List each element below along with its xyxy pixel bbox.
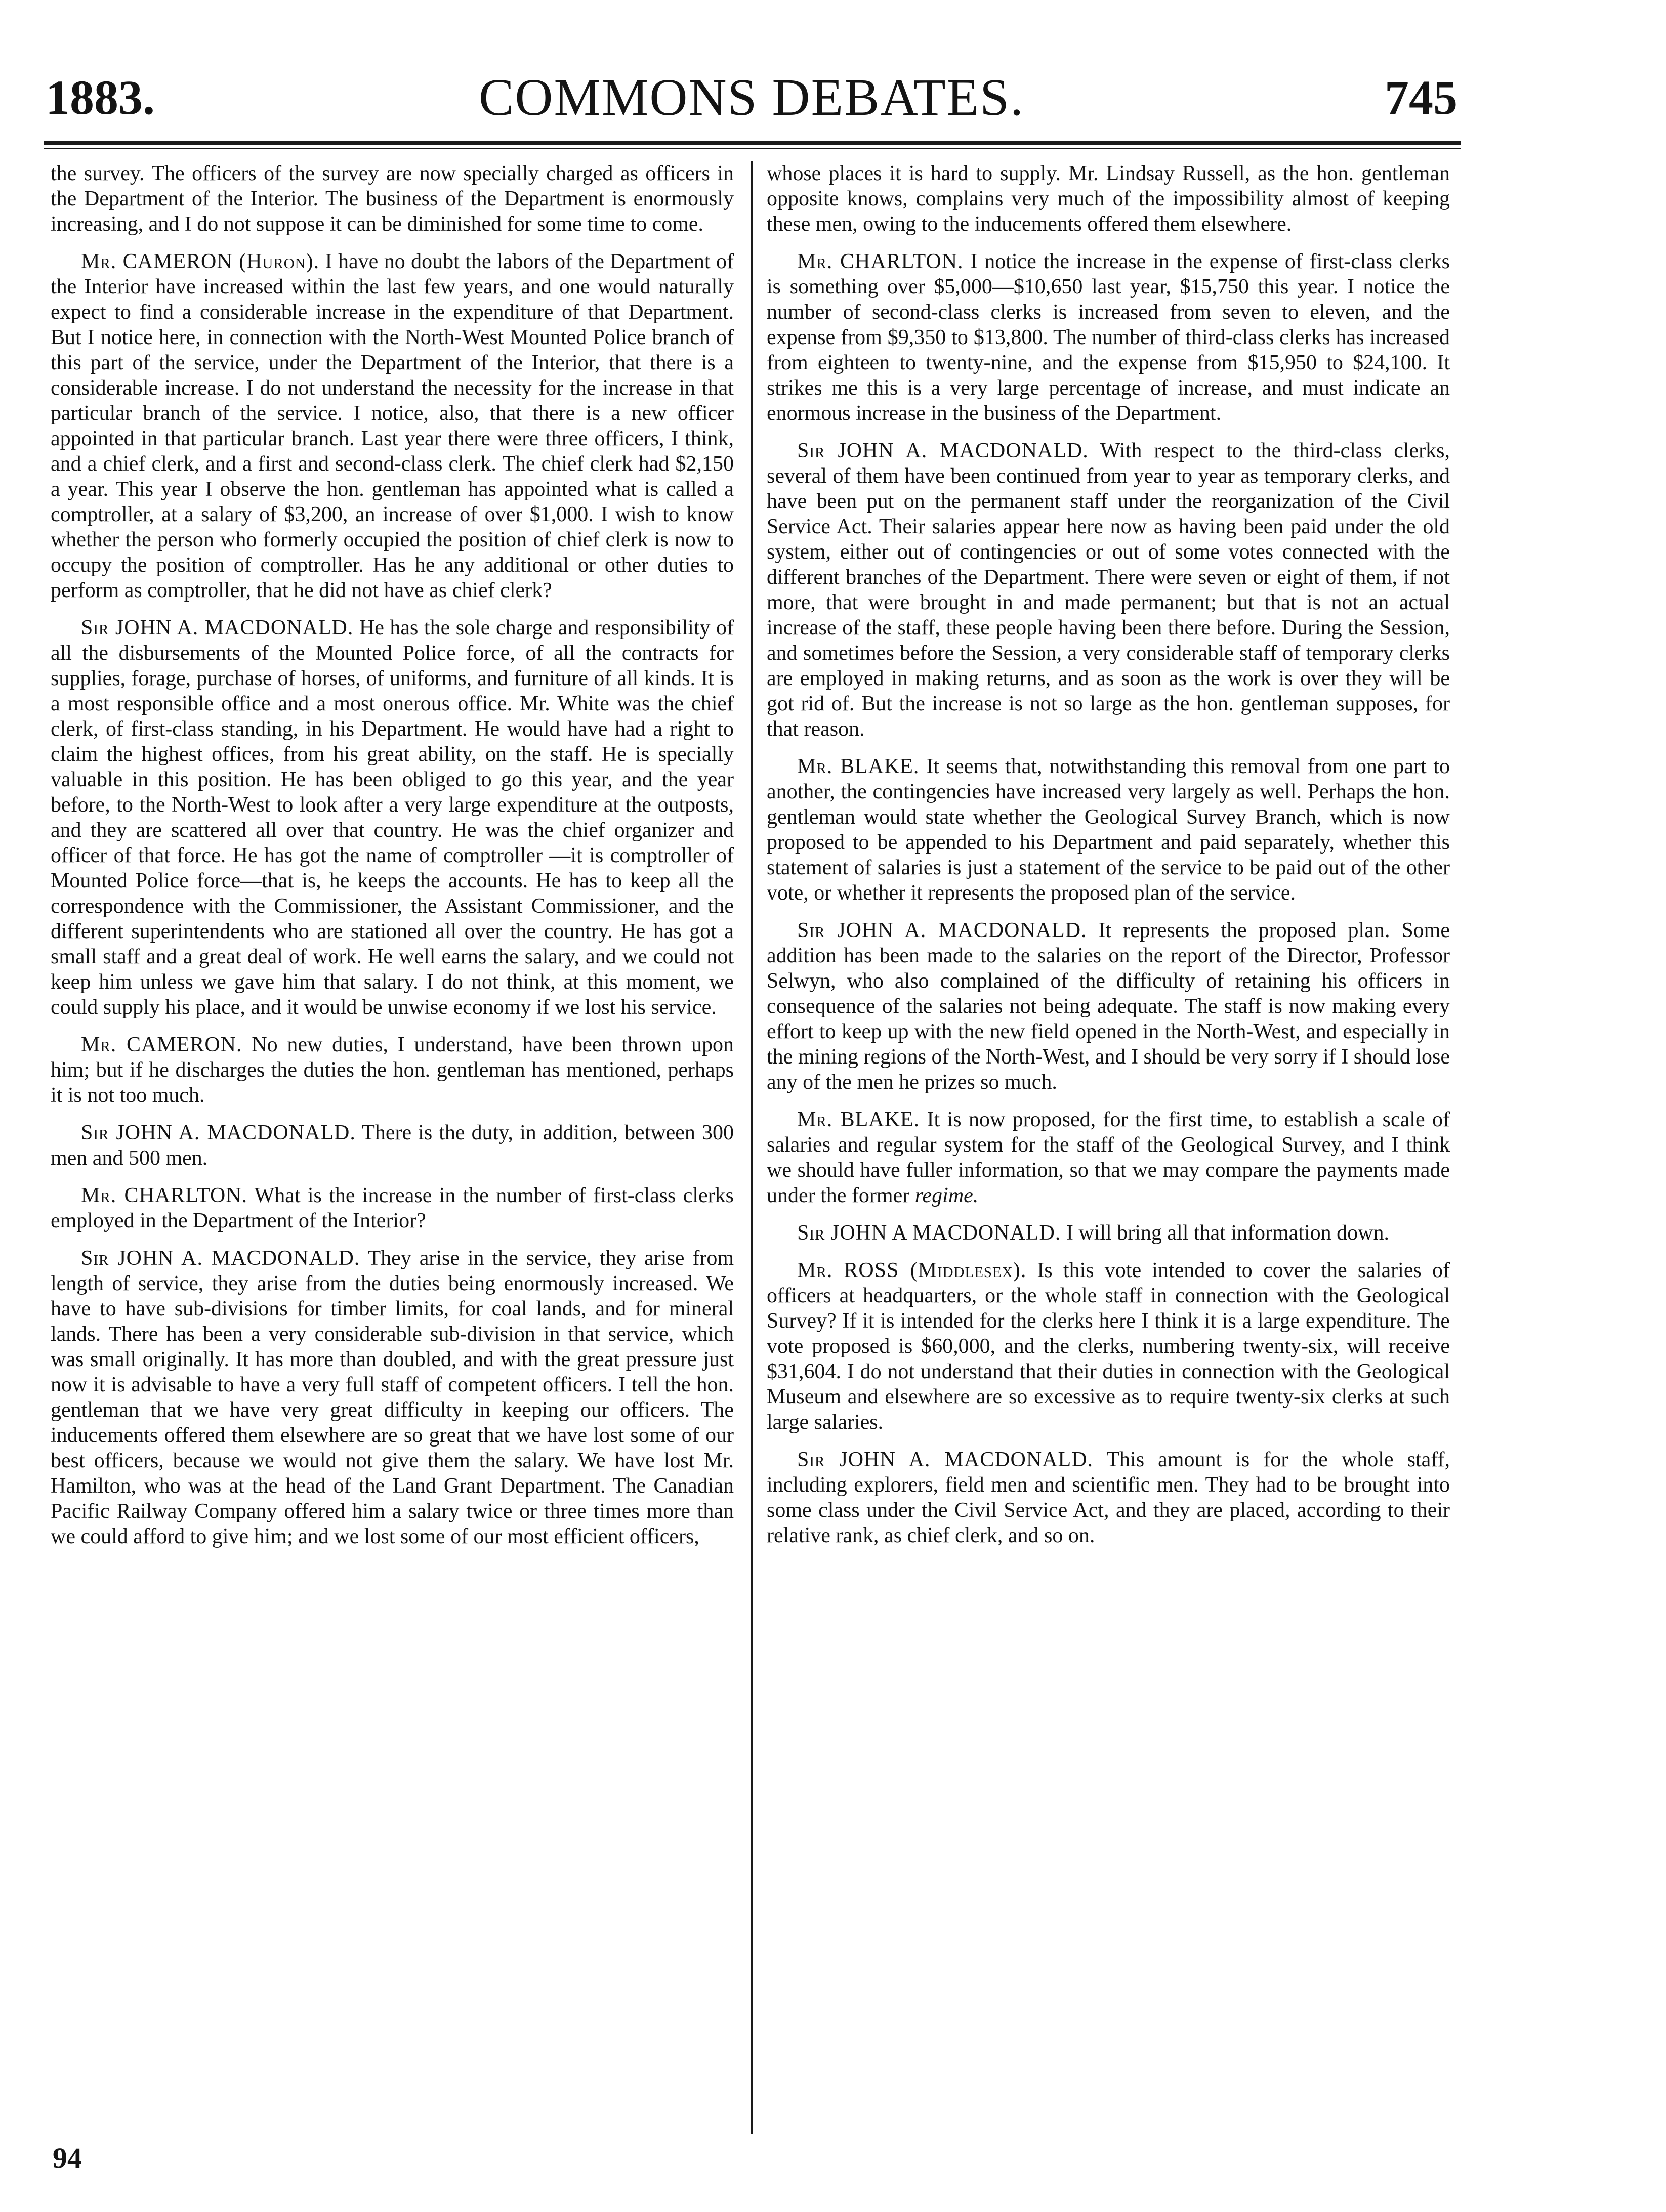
paragraph (767, 161, 1450, 237)
italic-term: regime. (914, 1184, 979, 1207)
paragraph (767, 438, 1450, 742)
speaker-name: Sir JOHN A. MACDONALD. (81, 616, 354, 640)
paragraph (51, 615, 734, 1020)
paragraph (767, 1220, 1450, 1246)
paragraph-text: It is now proposed, for the first time, to establish a scale of salaries and regular system for the staff of the Geological Survey, and I think we should have fuller information, so that we may compare the payments made under the former (767, 1108, 1450, 1207)
paragraph (51, 1246, 734, 1549)
paragraph-text: I have no doubt the labors of the Department of the Interior have increased within the last few years, and one would naturally expect to find a considerable increase in the expenditure of that Department. But I notice here, in connection with the North-West Mounted Police branch of this part of the service, under the Department of the Interior, that there is a considerable increase. I do not understand the necessity for the increase in that particular branch of the service. I notice, also, that there is a new officer appointed in that particular branch. Last year there were three officers, I think, and a chief clerk, and a first and second-class clerk. The chief clerk had $2,150 a year. This year I observe the hon. gentleman has appointed what is called a comptroller, at a salary of $3,200, an increase of over $1,000. I wish to know whether the person who formerly occupied the position of chief clerk is now to occupy the position of comptroller. Has he any additional or other duties to perform as comptroller, that he did not have as chief clerk? (51, 250, 734, 602)
paragraph (51, 161, 734, 237)
speaker-name: Sir JOHN A MACDONALD. (797, 1221, 1061, 1245)
paragraph (767, 1107, 1450, 1208)
paragraph (767, 754, 1450, 906)
paragraph (51, 1120, 734, 1171)
page-header (46, 60, 1457, 136)
paragraph-text: It represents the proposed plan. Some addition has been made to the salaries on the report of the Director, Professor Selwyn, who also complained of the difficulty of retaining his officers in consequence of the salaries not being adequate. The staff is now making every effort to keep up with the new field opened in the North-West, and especially in the mining regions of the North-West, and I should be very sorry if I should lose any of the men he prizes so much. (767, 919, 1450, 1094)
paragraph-text: This amount is for the whole staff, including explorers, field men and scientific men. They had to be brought into some class under the Civil Service Act, and they are placed, according to their relative rank, as chief clerk, and so on. (767, 1448, 1450, 1547)
paragraph-text: What is the increase in the number of first-class clerks employed in the Department of the Interior? (51, 1184, 734, 1232)
speaker-name: Mr. CAMERON (Huron). (81, 250, 320, 273)
column-divider (751, 161, 753, 2134)
speaker-name: Sir JOHN A. MACDONALD. (797, 439, 1089, 462)
speaker-name: Mr. CAMERON. (81, 1033, 242, 1056)
speaker-name: Mr. BLAKE. (797, 1108, 920, 1131)
paragraph-text: whose places it is hard to supply. Mr. Lindsay Russell, as the hon. gentleman opposite knows, complains very much of the impossibility almost of keeping these men, owing to the inducements offered them elsewhere. (767, 162, 1450, 236)
page-number: 745 (1385, 70, 1457, 124)
page-title: COMMONS DEBATES. (479, 68, 1024, 126)
paragraph (767, 918, 1450, 1095)
speaker-name: Mr. ROSS (Middlesex). (797, 1259, 1027, 1282)
left-column (51, 161, 734, 2134)
signature-mark: 94 (53, 2142, 82, 2175)
paragraph-text: With respect to the third-class clerks, several of them have been continued from year to year as temporary clerks, and have been put on the permanent staff under the reorganization of the Civil Service Act. Their salaries appear here now as having been paid under the old system, either out of contingencies or out of some votes connected with the different branches of the Department. There were seven or eight of them, if not more, that were brought in and made permanent; but that is not an actual increase of the staff, these people having been there before. During the Session, and sometimes before the Session, a very considerable staff of temporary clerks are employed in making returns, and as soon as the work is over they will be got rid of. But the increase is not so large as the hon. gentleman supposes, for that reason. (767, 439, 1450, 741)
paragraph (51, 249, 734, 603)
speaker-name: Sir JOHN A. MACDONALD. (797, 919, 1087, 942)
speaker-name: Sir JOHN A. MACDONALD. (797, 1448, 1094, 1471)
paragraph (51, 1032, 734, 1108)
paragraph-text: They arise in the service, they arise from length of service, they arise from the duties being enormously increased. We have to have sub-divisions for timber limits, for coal lands, and for mineral lands. There has been a very considerable sub-division in that service, which was small originally. It has more than doubled, and with the great pressure just now it is advisable to have a very full staff of competent officers. I tell the hon. gentleman that we have very great difficulty in keeping our officers. The inducements offered them elsewhere are so great that we have lost some of our best officers, because we would not give them the salary. We have lost Mr. Hamilton, who was at the head of the Land Grant Department. The Canadian Pacific Railway Company offered him a salary twice or three times more than we could afford to give him; and we lost some of our most efficient officers, (51, 1247, 734, 1548)
paragraph-text: Is this vote intended to cover the salaries of officers at headquarters, or the whole staff in connection with the Geological Survey? If it is intended for the clerks here I think it is a large expenditure. The vote proposed is $60,000, and the clerks, numbering twenty-six, will receive $31,604. I do not understand that their duties in connection with the Geological Museum and elsewhere are so excessive as to require twenty-six clerks at such large salaries. (767, 1259, 1450, 1434)
paragraph (767, 249, 1450, 426)
paragraph-text: I will bring all that information down. (1066, 1221, 1389, 1245)
paragraph-text: He has the sole charge and responsibility of all the disbursements of the Mounted Police force, of all the contracts for supplies, forage, purchase of horses, of uniforms, and furniture of all kinds. It is a most responsible office and a most onerous office. Mr. White was the chief clerk, of first-class standing, in his Department. He would have had a right to claim the highest offices, from his great ability, on the staff. He is specially valuable in this position. He has been obliged to go this year, and the year before, to the North-West to look after a very large expenditure at the outposts, and they are scattered all over that country. He was the chief organizer and officer of that force. He has got the name of comptroller —it is comptroller of Mounted Police force—that is, he keeps the accounts. He has to keep all the correspondence with the Commissioner, the Assistant Commissioner, and the different superintendents who are stationed all over the country. He has got a small staff and a great deal of work. He well earns the salary, and we could not keep him unless we gave him that salary. I do not think, at this moment, we could supply his place, and it would be unwise economy if we lost his service. (51, 616, 734, 1019)
right-column (767, 161, 1450, 2134)
paragraph (51, 1183, 734, 1233)
header-year: 1883. (46, 70, 155, 124)
header-rule-thick (44, 141, 1461, 145)
speaker-name: Mr. BLAKE. (797, 755, 920, 778)
paragraph-text: the survey. The officers of the survey are now specially charged as officers in the Department of the Interior. The business of the Department is enormously increasing, and I do not suppose it can be diminished for some time to come. (51, 162, 734, 236)
speaker-name: Sir JOHN A. MACDONALD. (81, 1247, 360, 1270)
speaker-name: Mr. CHARLTON. (81, 1184, 248, 1207)
speaker-name: Sir JOHN A. MACDONALD. (81, 1121, 356, 1144)
paragraph-text: There is the duty, in addition, between 300 men and 500 men. (51, 1121, 734, 1170)
speaker-name: Mr. CHARLTON. (797, 250, 964, 273)
header-rule-thin (44, 148, 1461, 149)
paragraph-text: I notice the increase in the expense of first-class clerks is something over $5,000—$10,650 last year, $15,750 this year. I notice the number of second-class clerks is increased from seven to eleven, and the expense from $9,350 to $13,800. The number of third-class clerks has increased from eighteen to twenty-nine, and the expense from $15,950 to $24,100. It strikes me this is a very large percentage of increase, and must indicate an enormous increase in the business of the Department. (767, 250, 1450, 425)
paragraph (767, 1258, 1450, 1435)
paragraph-text: No new duties, I understand, have been thrown upon him; but if he discharges the duties the hon. gentleman has mentioned, perhaps it is not too much. (51, 1033, 734, 1107)
paragraph-text: It seems that, notwithstanding this removal from one part to another, the contingencies have increased very largely as well. Perhaps the hon. gentleman would state whether the Geological Survey Branch, which is now proposed to be appended to his Department and paid separately, whether this statement of salaries is just a statement of the service to be paid out of the other vote, or whether it represents the proposed plan of the service. (767, 755, 1450, 905)
paragraph (767, 1447, 1450, 1548)
